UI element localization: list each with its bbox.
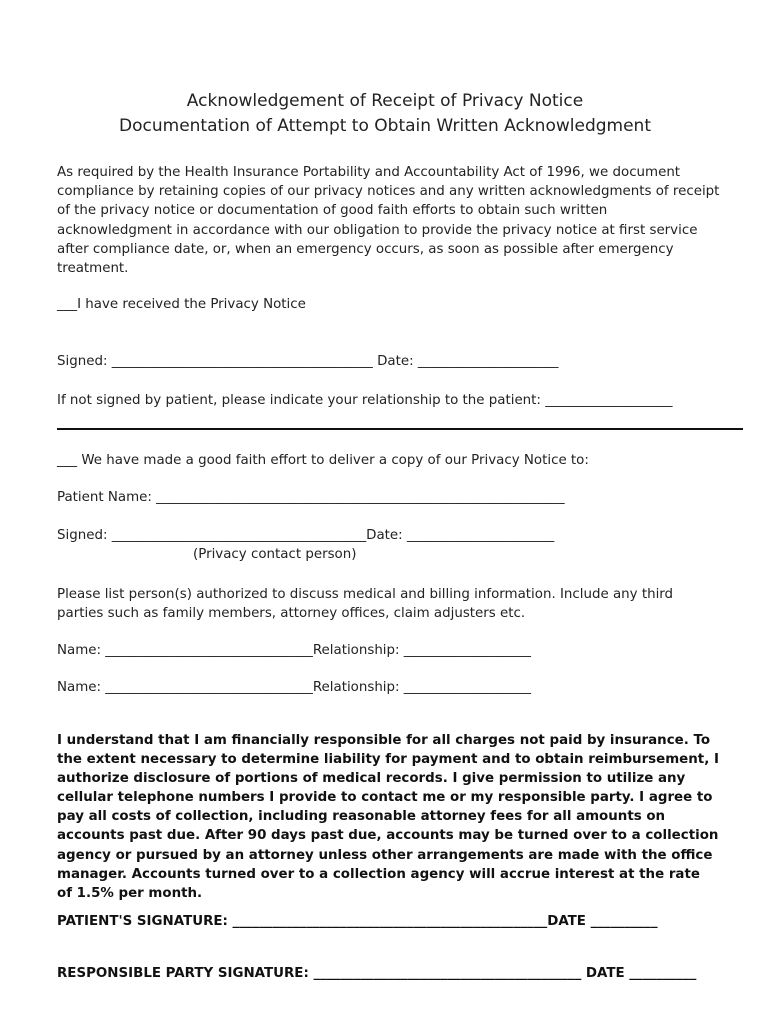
patient-signature-line[interactable]: PATIENT'S SIGNATURE: _______________________________________________DATE __________: [57, 914, 658, 929]
authorized-persons-paragraph: [57, 585, 747, 623]
patient-name-line[interactable]: Patient Name: _____________________________________________________________: [57, 490, 565, 505]
authorized-line: Please list person(s) authorized to discuss medical and billing information. Include any third: [57, 587, 674, 602]
intro-line: after compliance date, or, when an emergency occurs, as soon as possible after emergency: [57, 241, 674, 257]
received-privacy-notice-checkbox[interactable]: ___I have received the Privacy Notice: [57, 297, 306, 312]
financial-line: of 1.5% per month.: [57, 885, 203, 901]
section-divider: [57, 428, 743, 430]
intro-line: treatment.: [57, 261, 129, 277]
financial-line: manager. Accounts turned over to a collection agency will accrue interest at the rate: [57, 866, 700, 882]
financial-line: I understand that I am financially responsible for all charges not paid by insurance. To: [57, 733, 711, 748]
authorized-name-line-2[interactable]: Name: _______________________________Relationship: ___________________: [57, 680, 532, 695]
financial-line: pay all costs of collection, including reasonable attorney fees for all amounts on: [57, 809, 666, 825]
intro-line: As required by the Health Insurance Portability and Accountability Act of 1996, we document: [57, 165, 681, 180]
intro-line: compliance by retaining copies of our privacy notices and any written acknowledgments of receipt: [57, 184, 720, 200]
document-subtitle: Documentation of Attempt to Obtain Written Acknowledgment: [119, 116, 651, 136]
signed-date-line-2[interactable]: Signed: ______________________________________Date: ______________________: [57, 528, 555, 543]
financial-line: cellular telephone numbers I provide to contact me or my responsible party. I agree to: [57, 790, 713, 806]
intro-line: acknowledgment in accordance with our obligation to provide the privacy notice at first service: [57, 222, 698, 238]
privacy-contact-label: (Privacy contact person): [193, 547, 357, 562]
relationship-line[interactable]: If not signed by patient, please indicate your relationship to the patient: ___________________: [57, 393, 673, 408]
document-title: Acknowledgement of Receipt of Privacy Notice: [186, 91, 584, 111]
intro-paragraph: [57, 163, 747, 278]
authorized-name-line-1[interactable]: Name: _______________________________Relationship: ___________________: [57, 643, 532, 658]
signed-date-line[interactable]: Signed: _______________________________________ Date: _____________________: [57, 354, 559, 369]
intro-line: of the privacy notice or documentation of good faith efforts to obtain such written: [57, 203, 608, 219]
financial-line: agency or pursued by an attorney unless other arrangements are made with the office: [57, 847, 713, 863]
authorized-line: parties such as family members, attorney offices, claim adjusters etc.: [57, 606, 526, 622]
financial-line: accounts past due. After 90 days past due, accounts may be turned over to a collection: [57, 828, 719, 844]
financial-line: the extent necessary to determine liability for payment and to obtain reimbursement, I: [57, 752, 719, 768]
financial-line: authorize disclosure of portions of medical records. I give permission to utilize any: [57, 771, 686, 787]
responsible-party-signature-line[interactable]: RESPONSIBLE PARTY SIGNATURE: ________________________________________ DATE __________: [57, 966, 697, 981]
financial-responsibility-paragraph: [57, 731, 757, 903]
good-faith-effort-checkbox[interactable]: ___ We have made a good faith effort to deliver a copy of our Privacy Notice to:: [57, 453, 589, 468]
